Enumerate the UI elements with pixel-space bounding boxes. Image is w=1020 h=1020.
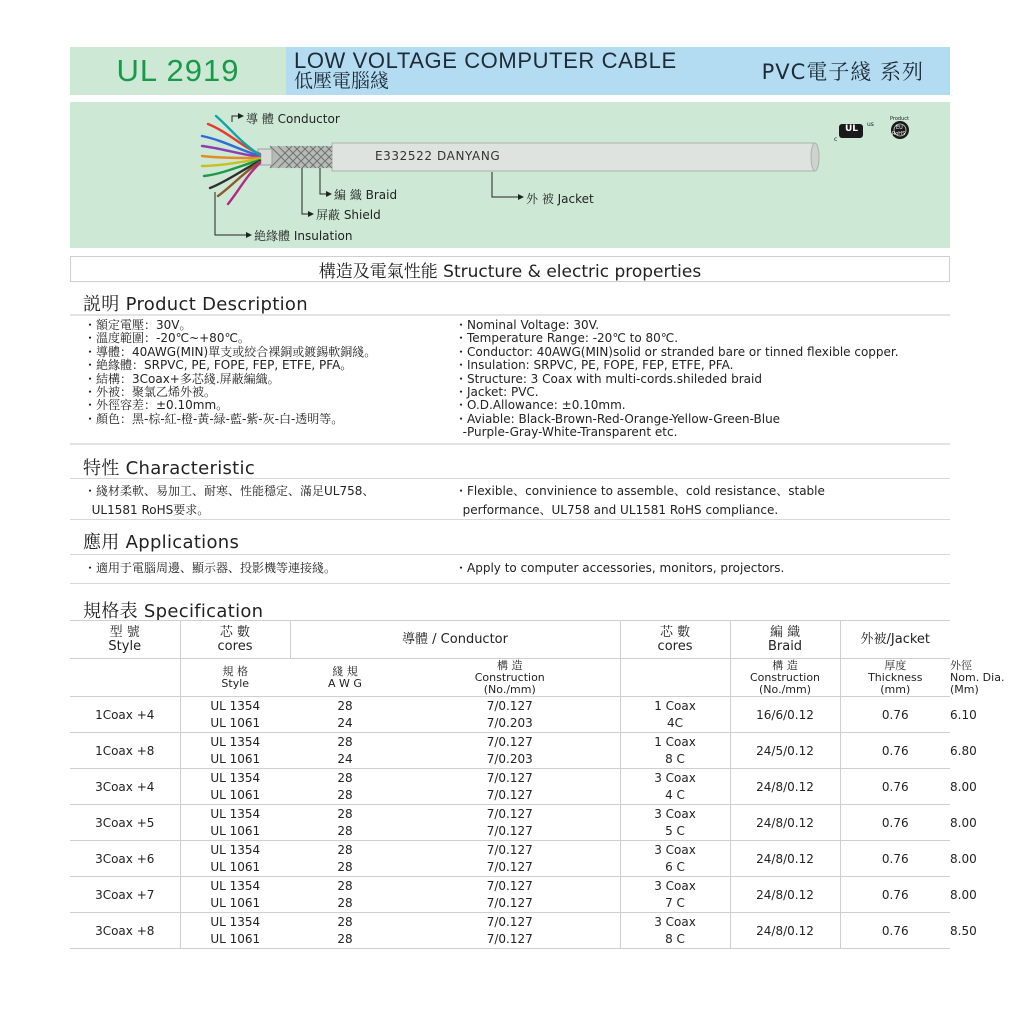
section-divider xyxy=(70,443,950,445)
cell-construction: 7/0.127 xyxy=(486,824,533,839)
desc-zh-line: ・顏色：黑-棕-紅-橙-黃-緑-藍-紫-灰-白-透明等。 xyxy=(84,411,344,426)
th-cores2 xyxy=(620,621,730,659)
applications-en: ・Apply to computer accessories, monitors, projectors. xyxy=(455,561,785,575)
th-style-zh: 型 號 xyxy=(109,624,140,640)
cell-spec-style: UL 1061 xyxy=(180,751,290,769)
cell-construction: 7/0.127 xyxy=(486,896,533,911)
cell-cores: 1 Coax xyxy=(620,697,730,715)
cell-awg: 28 xyxy=(290,805,400,823)
th-braid xyxy=(730,621,840,659)
char-zh-line: ・綫材柔軟、易加工、耐寒、性能穩定、滿足UL758、 xyxy=(84,484,375,498)
cell-braid: 24/8/0.12 xyxy=(730,805,840,841)
desc-en-line: ・Insulation: SRPVC, PE, FOPE, FEP, ETFE, PFA. xyxy=(455,358,734,373)
cell-style: 1Coax +8 xyxy=(70,733,180,769)
cell-construction: 7/0.127 xyxy=(400,769,620,787)
th-sub-constr-unit: (No./mm) xyxy=(483,682,536,696)
cell-spec-style: UL 1354 xyxy=(180,913,290,931)
cell-awg: 28 xyxy=(337,860,353,875)
rohs-bottom-text: RoHS xyxy=(892,131,906,137)
cell-awg: 28 xyxy=(290,697,400,715)
desc-en-line: ・Aviable: Black-Brown-Red-Orange-Yellow-Green-Blue xyxy=(455,411,781,426)
desc-zh-line: ・結構：3Coax+多芯綫.屏蔽編織。 xyxy=(84,371,280,386)
desc-zh-line: ・絶緣體：SRPVC, PE, FOPE, FEP, ETFE, PFA。 xyxy=(84,358,353,373)
specification-title: 規格表 Specification xyxy=(83,601,264,622)
th-sub-construction xyxy=(400,659,620,697)
char-zh-line: UL1581 RoHS要求。 xyxy=(84,503,210,517)
th-sub-braid-construction xyxy=(730,659,840,697)
cell-awg: 28 xyxy=(290,733,400,751)
cell-spec-style: UL 1061 xyxy=(180,823,290,841)
cell-awg: 28 xyxy=(290,769,400,787)
section-divider xyxy=(70,554,950,555)
product-description-zh xyxy=(84,319,376,426)
cell-awg: 28 xyxy=(290,913,400,931)
th-sub-awg-zh: 綫 規 xyxy=(332,664,358,678)
cell-cores: 4 C xyxy=(620,787,730,805)
th-cores2-zh: 芯 數 xyxy=(659,624,691,640)
char-en-line: ・Flexible、convinience to assemble、cold resistance、stable xyxy=(455,484,825,498)
title-english: LOW VOLTAGE COMPUTER CABLE xyxy=(294,48,677,73)
cell-braid: 24/8/0.12 xyxy=(730,877,840,913)
cable-diagram xyxy=(70,102,950,248)
ul-c-text: c xyxy=(834,136,838,143)
cell-spec-style: UL 1354 xyxy=(180,733,290,751)
cell-construction: 7/0.127 xyxy=(400,697,620,715)
cell-style: 3Coax +7 xyxy=(70,877,180,913)
model-block xyxy=(70,47,286,95)
th-jacket-label: 外被/Jacket xyxy=(860,631,931,647)
th-blank xyxy=(620,659,730,697)
cell-braid: 24/8/0.12 xyxy=(730,841,840,877)
th-conductor xyxy=(290,621,620,659)
label-braid: 編 織 Braid xyxy=(334,188,398,202)
th-sub-style-zh: 規 格 xyxy=(222,664,248,678)
cell-awg: 24 xyxy=(337,716,353,731)
model-number: UL 2919 xyxy=(116,53,240,88)
desc-zh-line: ・外徑容差：±0.10mm。 xyxy=(84,398,229,413)
cell-style: 3Coax +8 xyxy=(70,913,180,949)
cell-spec-style: UL 1061 xyxy=(180,715,290,733)
th-cores2-en: cores xyxy=(657,638,693,654)
cell-thickness: 0.76 xyxy=(840,733,950,769)
cell-spec-style: UL 1354 xyxy=(180,697,290,715)
label-conductor: 導 體 Conductor xyxy=(246,112,340,126)
section-divider xyxy=(70,583,950,584)
cell-braid: 24/8/0.12 xyxy=(730,913,840,949)
th-sub-braid-zh: 構 造 xyxy=(772,658,798,672)
cell-braid: 24/8/0.12 xyxy=(730,769,840,805)
cell-spec-style: UL 1354 xyxy=(180,841,290,859)
structure-banner-text: 構造及電氣性能 Structure & electric properties xyxy=(318,261,702,282)
th-sub-braid-en: Construction xyxy=(749,670,821,684)
cell-cores: 1 Coax xyxy=(620,733,730,751)
cell-construction: 7/0.127 xyxy=(400,841,620,859)
cell-construction: 7/0.127 xyxy=(400,805,620,823)
ul-mark-text: UL xyxy=(845,124,859,134)
cell-awg: 28 xyxy=(337,824,353,839)
th-sub-thick-unit: (mm) xyxy=(880,682,911,696)
cell-cores: 6 C xyxy=(620,859,730,877)
cable-print-text: E332522 DANYANG xyxy=(375,149,501,163)
table-row: 3Coax +5 UL 1354 28 7/0.127 3 Coax 24/8/0.12 0.76 8.00 xyxy=(70,805,950,823)
cell-braid: 24/5/0.12 xyxy=(730,733,840,769)
applications-title: 應用 Applications xyxy=(83,532,240,553)
rohs-mid-text: EU xyxy=(896,125,903,131)
th-sub-constr-en: Construction xyxy=(474,670,545,684)
th-sub-thick-en: Thickness xyxy=(868,670,923,684)
cell-construction: 7/0.127 xyxy=(400,931,620,949)
desc-en-line: ・Structure: 3 Coax with multi-cords.shileded braid xyxy=(455,371,762,386)
cell-thickness: 0.76 xyxy=(840,841,950,877)
cell-construction: 7/0.127 xyxy=(400,733,620,751)
product-description-title: 説明 Product Description xyxy=(83,294,308,315)
desc-en-line: ・Conductor: 40AWG(MIN)solid or stranded bare or tinned flexible copper. xyxy=(455,344,899,359)
cell-awg: 28 xyxy=(290,931,400,949)
th-sub-style xyxy=(180,659,290,697)
label-shield: 屏蔽 Shield xyxy=(316,208,381,222)
th-sub-thick-zh: 厚度 xyxy=(884,658,907,672)
cell-spec-style: UL 1061 xyxy=(180,931,290,949)
table-row: 3Coax +6 UL 1354 28 7/0.127 3 Coax 24/8/0.12 0.76 8.00 xyxy=(70,841,950,859)
cell-cores: 5 C xyxy=(620,823,730,841)
th-sub-constr-zh: 構 造 xyxy=(497,658,523,672)
cell-construction: 7/0.127 xyxy=(486,788,533,803)
rohs-top-text: Product xyxy=(890,116,909,122)
cell-construction: 7/0.127 xyxy=(400,913,620,931)
cell-cores: 3 Coax xyxy=(620,877,730,895)
th-jacket xyxy=(840,621,950,659)
cell-spec-style: UL 1354 xyxy=(180,769,290,787)
th-sub-style-en: Style xyxy=(221,676,250,690)
specification-table: 型 號 Style 芯 數 cores 導體 / Conductor 芯 數 cores 編 織 Braid 外被/Jacket 規 格 Style 綫 規 A W G 構 造 Construction (No./mm) 構 造 Construction (No./mm) 厚度 Thickness (mm) 外徑 Nom. Dia. (Mm) 1Coax +4 UL 1354 28 7/0.127 1 Coax 16/6/0.12 0.76 6.10 UL 1061 24 7/0.203 4C 1Coax +8 UL 1354 28 7/0.127 1 Coax 24/5/0.12 0.76 6.80 UL 1061 24 7/0.203 8 C 3Coax +4 UL 1354 28 7/0.127 3 Coax 24/8/0.12 0.76 8.00 UL 1061 28 7/0.127 4 C 3Coax +5 UL 1354 28 7/0.127 3 Coax 24/8/0.12 0.76 8.00 UL 1061 28 7/0.127 5 C 3Coax +6 UL 1354 28 7/0.127 3 Coax 24/8/0.12 0.76 8.00 UL 1061 28 7/0.127 6 C 3Coax +7 UL 1354 28 7/0.127 3 Coax 24/8/0.12 0.76 8.00 UL 1061 28 7/0.127 7 C 3Coax +8 UL 1354 28 7/0.127 3 Coax 24/8/0.12 0.76 8.50 UL 1061 28 7/0.127 8 C xyxy=(70,620,950,949)
th-conductor-label: 導體 / Conductor xyxy=(402,631,508,647)
th-sub-awg xyxy=(290,659,400,697)
cell-cores: 8 C xyxy=(620,751,730,769)
header-band xyxy=(70,47,950,95)
th-blank xyxy=(70,659,180,697)
desc-en-line: ・Temperature Range: -20℃ to 80℃. xyxy=(455,331,679,346)
section-divider xyxy=(70,478,950,479)
desc-en-line: ・Jacket: PVC. xyxy=(455,385,539,400)
cell-awg: 28 xyxy=(290,841,400,859)
cell-style: 3Coax +6 xyxy=(70,841,180,877)
cell-thickness: 0.76 xyxy=(840,913,950,949)
cable-illustration xyxy=(70,102,950,248)
th-cores-en: cores xyxy=(217,638,253,654)
th-braid-zh: 編 織 xyxy=(769,624,801,640)
desc-zh-line: ・溫度範圍：-20℃~+80℃。 xyxy=(84,331,250,346)
cell-awg: 28 xyxy=(337,788,353,803)
char-en-line: performance、UL758 and UL1581 RoHS compliance. xyxy=(455,503,779,517)
cell-spec-style: UL 1354 xyxy=(180,877,290,895)
cell-style: 3Coax +4 xyxy=(70,769,180,805)
label-jacket: 外 被 Jacket xyxy=(526,192,594,206)
th-braid-en: Braid xyxy=(767,638,803,654)
cell-construction: 7/0.127 xyxy=(486,860,533,875)
characteristic-title: 特性 Characteristic xyxy=(83,458,256,479)
desc-zh-line: ・外被：聚氯乙烯外被。 xyxy=(84,385,217,400)
cell-cores: 7 C xyxy=(620,895,730,913)
cell-construction: 7/0.203 xyxy=(486,752,533,767)
ul-us-text: us xyxy=(867,121,874,128)
cell-awg: 28 xyxy=(337,896,353,911)
desc-en-line: ・O.D.Allowance: ±0.10mm. xyxy=(455,398,626,413)
characteristic-zh xyxy=(84,482,374,520)
section-divider xyxy=(70,519,950,520)
desc-zh-line: ・額定電壓：30V。 xyxy=(84,318,192,332)
title-chinese: 低壓電腦綫 xyxy=(294,70,390,92)
characteristic-en xyxy=(455,482,825,520)
cell-construction: 7/0.127 xyxy=(400,877,620,895)
cell-cores: 3 Coax xyxy=(620,805,730,823)
table-row: 1Coax +4 UL 1354 28 7/0.127 1 Coax 16/6/0.12 0.76 6.10 xyxy=(70,697,950,715)
cell-style: 1Coax +4 xyxy=(70,697,180,733)
desc-zh-line: ・導體：40AWG(MIN)單支或絞合裸銅或鍍錫軟銅綫。 xyxy=(84,344,377,359)
label-insulation: 絶緣體 Insulation xyxy=(254,229,353,243)
desc-en-line: -Purple-Gray-White-Transparent etc. xyxy=(455,425,678,440)
title-block xyxy=(286,47,950,95)
cell-thickness: 0.76 xyxy=(840,877,950,913)
table-row: 3Coax +8 UL 1354 28 7/0.127 3 Coax 24/8/0.12 0.76 8.50 xyxy=(70,913,950,931)
cell-braid: 16/6/0.12 xyxy=(730,697,840,733)
cell-awg: 28 xyxy=(290,877,400,895)
cell-awg: 24 xyxy=(337,752,353,767)
cell-cores: 3 Coax xyxy=(620,913,730,931)
series-label: PVC電子綫 系列 xyxy=(761,60,924,84)
cell-cores: 8 C xyxy=(620,931,730,949)
table-row: 3Coax +4 UL 1354 28 7/0.127 3 Coax 24/8/0.12 0.76 8.00 xyxy=(70,769,950,787)
cell-spec-style: UL 1061 xyxy=(180,787,290,805)
table-row: 3Coax +7 UL 1354 28 7/0.127 3 Coax 24/8/0.12 0.76 8.00 xyxy=(70,877,950,895)
th-sub-braid-unit: (No./mm) xyxy=(759,682,811,696)
cell-thickness: 0.76 xyxy=(840,769,950,805)
th-cores xyxy=(180,621,290,659)
th-style xyxy=(70,621,180,659)
cell-construction: 7/0.203 xyxy=(486,716,533,731)
table-row: 1Coax +8 UL 1354 28 7/0.127 1 Coax 24/5/0.12 0.76 6.80 xyxy=(70,733,950,751)
structure-banner xyxy=(70,256,950,282)
cell-spec-style: UL 1354 xyxy=(180,805,290,823)
th-cores-zh: 芯 數 xyxy=(219,624,251,640)
desc-en-line: ・Nominal Voltage: 30V. xyxy=(455,318,600,332)
cell-cores: 3 Coax xyxy=(620,769,730,787)
th-sub-awg-en: A W G xyxy=(328,676,362,690)
cell-thickness: 0.76 xyxy=(840,697,950,733)
applications-zh: ・適用于電腦周邊、顯示器、投影機等連接綫。 xyxy=(84,561,337,575)
th-style-en: Style xyxy=(108,638,142,654)
th-sub-thickness xyxy=(840,659,950,697)
cell-cores: 4C xyxy=(620,715,730,733)
cell-thickness: 0.76 xyxy=(840,805,950,841)
cell-spec-style: UL 1061 xyxy=(180,895,290,913)
cell-spec-style: UL 1061 xyxy=(180,859,290,877)
cell-style: 3Coax +5 xyxy=(70,805,180,841)
cell-cores: 3 Coax xyxy=(620,841,730,859)
section-divider xyxy=(70,314,950,316)
product-description-en xyxy=(455,319,899,440)
